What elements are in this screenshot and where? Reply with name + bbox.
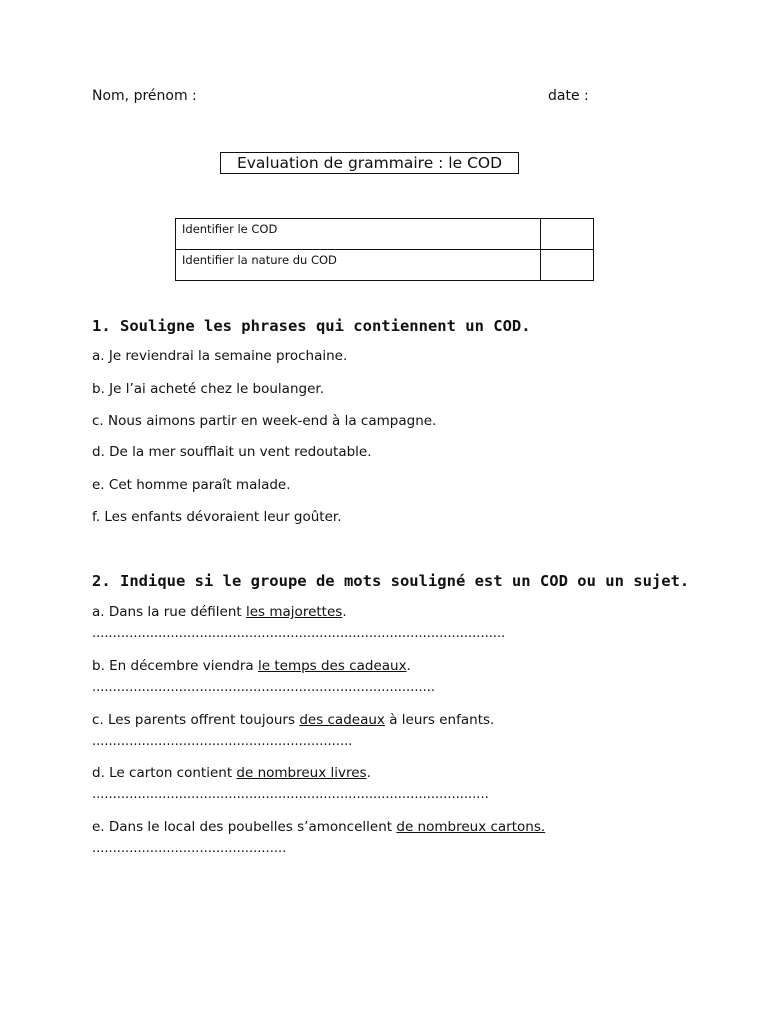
answer-line[interactable]: ...................................................................................: [92, 680, 435, 695]
page-title: Evaluation de grammaire : le COD: [220, 152, 519, 174]
exercise1-item: a. Je reviendrai la semaine prochaine.: [92, 348, 348, 364]
exercise2-item: [92, 658, 411, 674]
skills-row: [176, 219, 594, 250]
underlined-group: les majorettes: [246, 604, 343, 620]
underlined-group: de nombreux livres: [236, 765, 367, 781]
date-label: date :: [548, 88, 589, 104]
sentence-start: b. En décembre viendra: [92, 658, 258, 674]
sentence-end: .: [366, 765, 371, 781]
exercise1-item: e. Cet homme paraît malade.: [92, 477, 291, 493]
sentence-end: à leurs enfants.: [384, 712, 495, 728]
underlined-group: des cadeaux: [299, 712, 385, 728]
exercise2-item: [92, 819, 545, 835]
exercise1-item: d. De la mer soufflait un vent redoutable.: [92, 444, 372, 460]
name-label: Nom, prénom :: [92, 88, 197, 104]
skill-label: Identifier la nature du COD: [176, 250, 541, 281]
answer-line[interactable]: ....................................................................................................: [92, 626, 506, 641]
sentence-start: a. Dans la rue défilent: [92, 604, 246, 620]
skill-score-box: [541, 250, 594, 281]
exercise1-heading: 1. Souligne les phrases qui contiennent un COD.: [92, 317, 531, 335]
skills-row: [176, 250, 594, 281]
exercise2-item: [92, 712, 494, 728]
answer-line[interactable]: ...............................................................: [92, 734, 353, 749]
exercise1-item: c. Nous aimons partir en week-end à la campagne.: [92, 413, 437, 429]
sentence-start: e. Dans le local des poubelles s’amoncellent: [92, 819, 397, 835]
sentence-start: d. Le carton contient: [92, 765, 237, 781]
exercise2-item: [92, 765, 371, 781]
answer-line[interactable]: ...............................................: [92, 841, 287, 856]
skill-label: Identifier le COD: [176, 219, 541, 250]
exercise1-item: b. Je l’ai acheté chez le boulanger.: [92, 381, 324, 397]
exercise1-item: f. Les enfants dévoraient leur goûter.: [92, 509, 342, 525]
exercise2-item: [92, 604, 347, 620]
underlined-group: le temps des cadeaux: [258, 658, 407, 674]
underlined-group: de nombreux cartons.: [396, 819, 546, 835]
answer-line[interactable]: ................................................................................................: [92, 787, 489, 802]
sentence-end: .: [406, 658, 411, 674]
exercise2-heading: 2. Indique si le groupe de mots souligné est un COD ou un sujet.: [92, 572, 690, 590]
skill-score-box: [541, 219, 594, 250]
sentence-start: c. Les parents offrent toujours: [92, 712, 300, 728]
skills-table: [175, 218, 594, 281]
sentence-end: .: [342, 604, 347, 620]
